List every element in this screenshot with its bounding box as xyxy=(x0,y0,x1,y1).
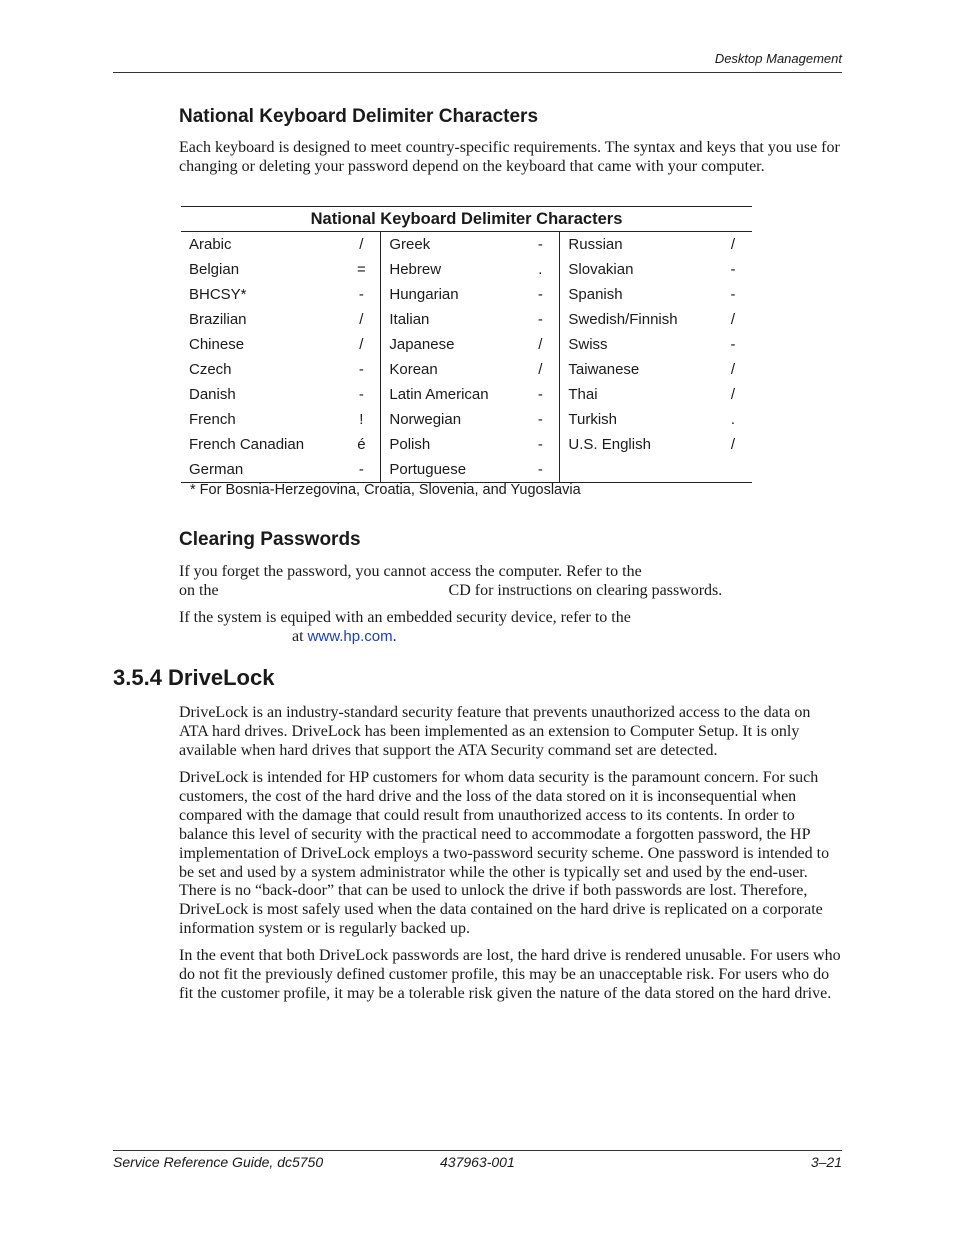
keyboard-language: Czech xyxy=(189,361,232,378)
delimiter-character: . xyxy=(730,411,736,428)
keyboard-language: Portuguese xyxy=(381,457,528,483)
delimiter-character: = xyxy=(348,257,381,282)
keyboard-language: Hungarian xyxy=(389,286,459,303)
clearing-p1-line2-end: CD for instructions on clearing passwords. xyxy=(448,581,723,599)
keyboard-language: French Canadian xyxy=(189,436,305,453)
footer-part-number: 437963-001 xyxy=(440,1154,515,1170)
table-row xyxy=(181,382,752,407)
delimiters-heading: National Keyboard Delimiter Characters xyxy=(179,106,539,127)
footer-rule xyxy=(113,1150,842,1151)
delimiter-character: - xyxy=(348,282,381,307)
keyboard-language: Italian xyxy=(389,311,430,328)
table-row xyxy=(181,432,752,457)
keyboard-language: U.S. English xyxy=(568,436,651,453)
delimiter-character: - xyxy=(730,336,736,353)
keyboard-language: Greek xyxy=(389,236,431,253)
clearing-heading: Clearing Passwords xyxy=(179,529,361,550)
clearing-p2-line2-end: . xyxy=(392,627,397,645)
clearing-p2-line1: If the system is equiped with an embedded security device, refer to the xyxy=(179,609,631,626)
clearing-p1-line2-start: on the xyxy=(179,581,219,599)
table-row xyxy=(181,282,752,307)
keyboard-language: Swedish/Finnish xyxy=(568,311,678,328)
delimiter-character: / xyxy=(348,307,381,332)
delimiter-table xyxy=(181,206,752,483)
footer-page-number: 3–21 xyxy=(810,1154,842,1170)
keyboard-language: Latin American xyxy=(389,386,489,403)
running-header-title: Desktop Management xyxy=(714,51,842,66)
keyboard-language: Swiss xyxy=(568,336,608,353)
delimiter-character: - xyxy=(527,232,560,258)
keyboard-language: Norwegian xyxy=(389,411,462,428)
delimiter-character: - xyxy=(730,261,736,278)
table-row xyxy=(181,332,752,357)
keyboard-language: French xyxy=(189,411,236,428)
keyboard-language: Chinese xyxy=(189,336,245,353)
delimiters-intro: Each keyboard is designed to meet country-specific requirements. The syntax and keys that you use for changing or deleting your password depend on the keyboard that came with your computer. xyxy=(179,139,840,175)
delimiter-character: - xyxy=(527,382,560,407)
keyboard-language xyxy=(560,457,720,483)
keyboard-language: BHCSY* xyxy=(189,286,247,303)
keyboard-language: Russian xyxy=(568,236,623,253)
delimiter-character: é xyxy=(348,432,381,457)
keyboard-language: Hebrew xyxy=(389,261,442,278)
delimiter-character: / xyxy=(730,236,736,253)
keyboard-language: Turkish xyxy=(568,411,618,428)
delimiter-character xyxy=(720,457,752,483)
delimiter-character: / xyxy=(348,232,381,258)
table-row xyxy=(181,232,752,258)
delimiter-character: - xyxy=(527,432,560,457)
keyboard-language: Brazilian xyxy=(189,311,247,328)
drivelock-paragraph-1: DriveLock is an industry-standard security feature that prevents unauthorized access to the data on ATA hard drives. DriveLock has been implemented as an extension to Computer Setup. It is only available when hard drives that support the ATA Security command set are detected. xyxy=(179,704,811,759)
clearing-p2-line2-start: at xyxy=(292,627,308,645)
drivelock-paragraph-3: In the event that both DriveLock passwords are lost, the hard drive is rendered unusable. For users who do not fit the previously defined customer profile, this may be an unacceptable risk. For users who do fit the customer profile, it may be a tolerable risk given the nature of the data stored on the hard drive. xyxy=(179,947,841,1002)
footer-guide-title: Service Reference Guide, dc5750 xyxy=(113,1154,324,1170)
delimiter-character: / xyxy=(730,386,736,403)
keyboard-language: Danish xyxy=(189,386,236,403)
keyboard-language: German xyxy=(181,457,348,483)
delimiter-character: / xyxy=(730,311,736,328)
table-row xyxy=(181,457,752,483)
table-row xyxy=(181,407,752,432)
hp-website-link[interactable]: www.hp.com xyxy=(307,627,393,645)
delimiter-character: - xyxy=(527,282,560,307)
delimiter-character: / xyxy=(527,332,560,357)
delimiter-character: - xyxy=(348,357,381,382)
delimiter-character: / xyxy=(730,361,736,378)
keyboard-language: Japanese xyxy=(389,336,455,353)
keyboard-language: Slovakian xyxy=(568,261,634,278)
delimiter-character: . xyxy=(527,257,560,282)
delimiter-character: - xyxy=(348,457,381,483)
drivelock-heading: 3.5.4 DriveLock xyxy=(113,665,275,690)
keyboard-language: Spanish xyxy=(568,286,623,303)
clearing-paragraph-1 xyxy=(179,563,841,601)
delimiter-character: - xyxy=(730,286,736,303)
clearing-p1-line2 xyxy=(179,582,841,601)
keyboard-language: Arabic xyxy=(189,236,232,253)
clearing-paragraph-2 xyxy=(179,609,841,647)
keyboard-language: Korean xyxy=(389,361,438,378)
delimiter-table-caption: National Keyboard Delimiter Characters xyxy=(181,207,752,232)
table-row xyxy=(181,357,752,382)
delimiter-character: - xyxy=(527,407,560,432)
delimiter-table-body xyxy=(181,232,752,483)
drivelock-paragraph-2: DriveLock is intended for HP customers for whom data security is the paramount concern. For such customers, the cost of the hard drive and the loss of the data stored on it is inconsequential when compared with the damage that could result from unauthorized access to its contents. In order to balance this level of security with the practical need to accommodate a forgotten password, the HP implementation of DriveLock employs a two-password security scheme. One password is intended to be set and used by a system administrator while the other is typically set and used by the end-user. There is no “back-door” that can be used to unlock the drive if both passwords are lost. Therefore, DriveLock is most safely used when the data contained on the hard drive is replicated on a corporate information system or is regularly backed up. xyxy=(179,769,830,938)
table-row xyxy=(181,257,752,282)
keyboard-language: Thai xyxy=(568,386,598,403)
header-rule xyxy=(113,72,842,73)
delimiter-character: / xyxy=(730,436,736,453)
table-footnote: * For Bosnia-Herzegovina, Croatia, Slovenia, and Yugoslavia xyxy=(190,482,581,498)
clearing-p1-line1: If you forget the password, you cannot access the computer. Refer to the xyxy=(179,563,642,580)
delimiter-character: ! xyxy=(348,407,381,432)
clearing-p2-line2 xyxy=(179,628,841,647)
delimiter-character: - xyxy=(527,307,560,332)
keyboard-language: Taiwanese xyxy=(568,361,640,378)
keyboard-language: Polish xyxy=(389,436,431,453)
delimiter-character: - xyxy=(527,457,560,483)
delimiter-character: / xyxy=(527,357,560,382)
keyboard-language: Belgian xyxy=(189,261,240,278)
delimiter-character: - xyxy=(348,382,381,407)
table-row xyxy=(181,307,752,332)
delimiter-character: / xyxy=(348,332,381,357)
